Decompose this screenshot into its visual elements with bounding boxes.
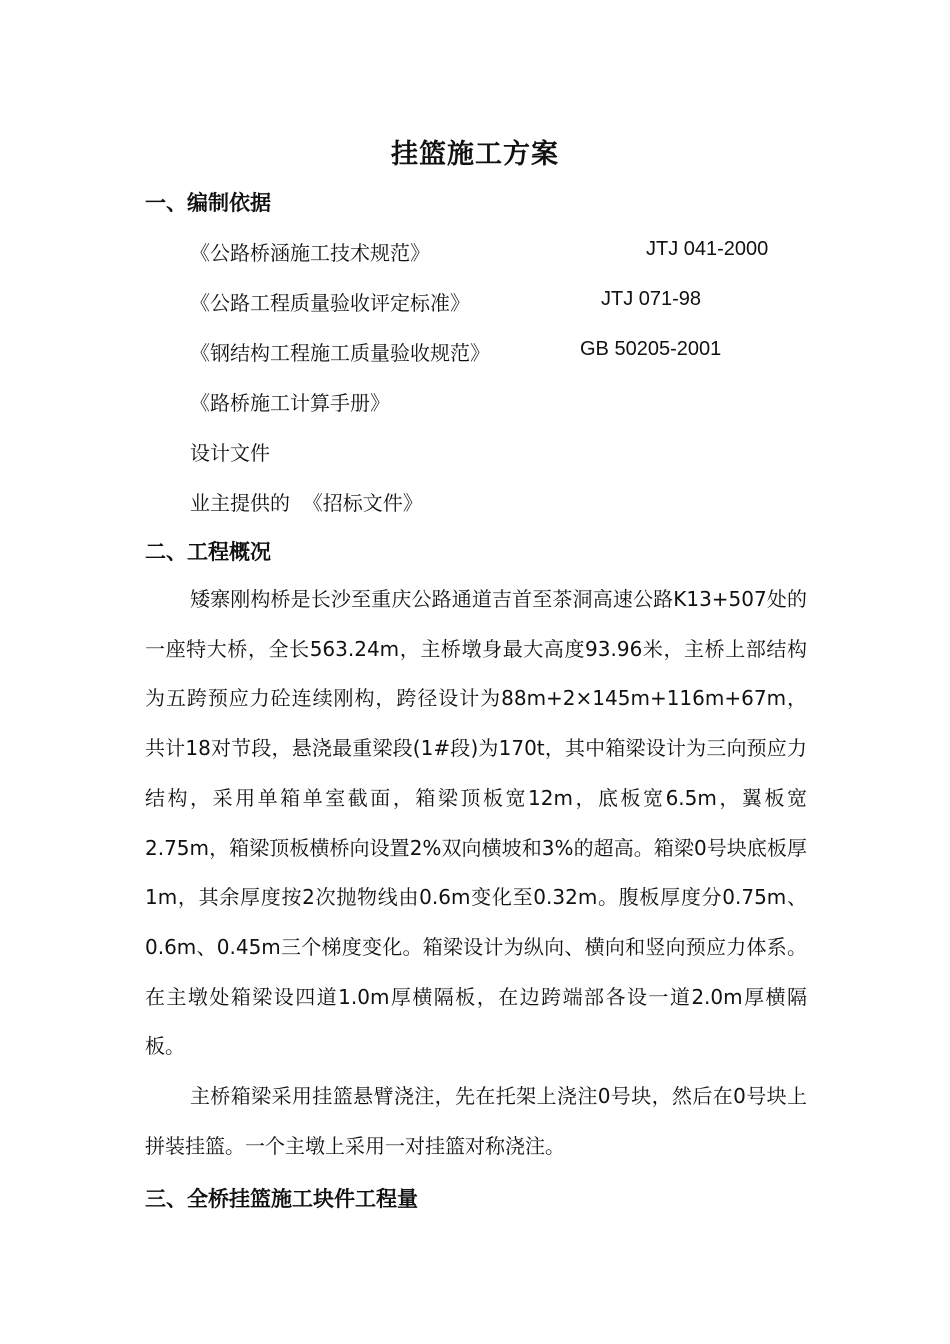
reference-code: JTJ 071-98 bbox=[601, 288, 702, 310]
reference-item: 业主提供的 《招标文件》 bbox=[190, 491, 423, 515]
reference-code: GB 50205-2001 bbox=[580, 338, 722, 360]
reference-item: 《路桥施工计算手册》 bbox=[190, 391, 390, 415]
overview-paragraph: 矮寨刚构桥是长沙至重庆公路通道吉首至茶洞高速公路K13+507处的一座特大桥，全长563.24m，主桥墩身最大高度93.96米，主桥上部结构为五跨预应力砼连续刚构，跨径设计为88m+2×145m+116m+67m，共计18对节段，悬浇最重梁段(1#段)为170t，其中箱梁设计为三向预应力结构，采用单箱单室截面，箱梁顶板宽12m，底板宽6.5m，翼板宽2.75m，箱梁顶板横桥向设置2%双向横坡和3%的超高。箱梁0号块底板厚1m，其余厚度按2次抛物线由0.6m变化至0.32m。腹板厚度分0.75m、0.6m、0.45m三个梯度变化。箱梁设计为纵向、横向和竖向预应力体系。在主墩处箱梁设四道1.0m厚横隔板，在边跨端部各设一道2.0m厚横隔板。 bbox=[145, 587, 807, 1059]
document-title: 挂篮施工方案 bbox=[391, 139, 559, 170]
section-heading-quantities: 三、全桥挂篮施工块件工程量 bbox=[145, 1187, 418, 1211]
overview-paragraph: 主桥箱梁采用挂篮悬臂浇注，先在托架上浇注0号块，然后在0号块上拼装挂篮。一个主墩上采用一对挂篮对称浇注。 bbox=[145, 1084, 807, 1158]
section-heading-basis: 一、编制依据 bbox=[145, 191, 271, 215]
reference-item: 设计文件 bbox=[190, 441, 270, 465]
reference-code: JTJ 041-2000 bbox=[646, 238, 769, 260]
section-heading-overview: 二、工程概况 bbox=[145, 540, 271, 564]
reference-item: 《公路桥涵施工技术规范》 bbox=[190, 241, 430, 265]
reference-item: 《公路工程质量验收评定标准》 bbox=[190, 291, 470, 315]
reference-item: 《钢结构工程施工质量验收规范》 bbox=[190, 341, 490, 365]
